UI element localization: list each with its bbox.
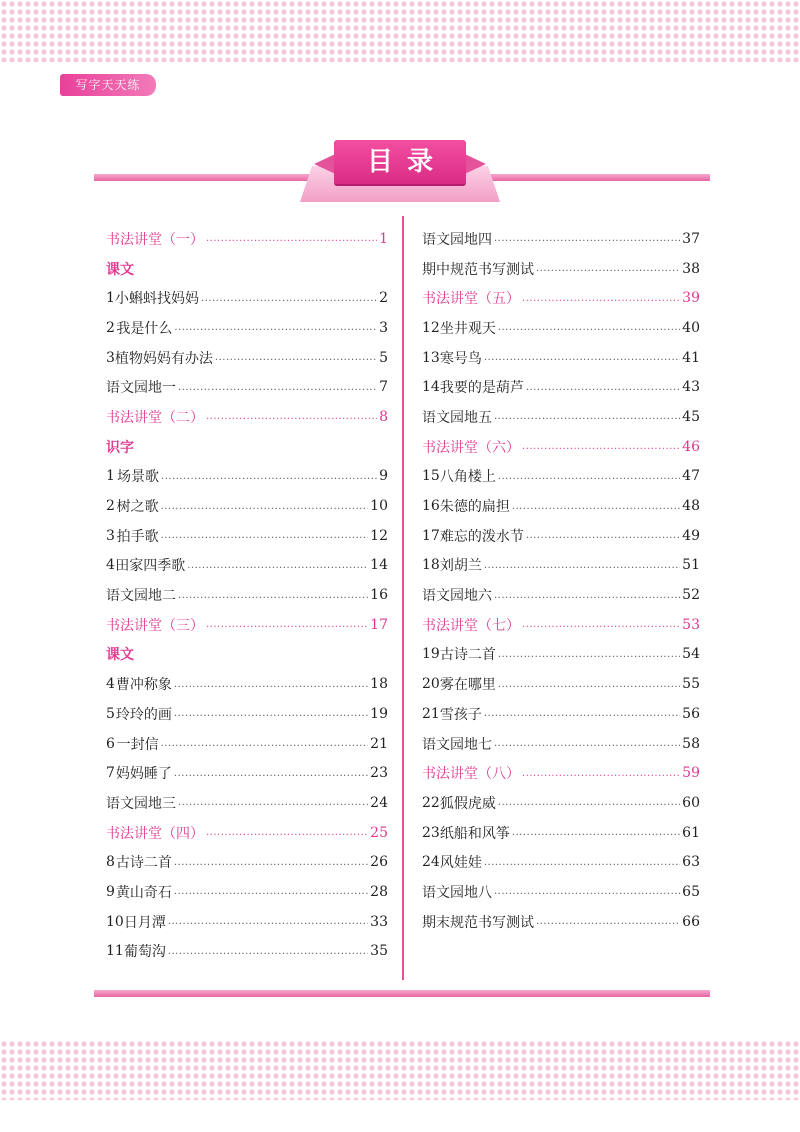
toc-entry-number: 20 (422, 676, 440, 693)
dot-leader (512, 501, 680, 512)
dot-leader (494, 233, 680, 244)
toc-entry[interactable] (422, 818, 700, 848)
toc-entry-title: 刘胡兰 (439, 558, 482, 575)
toc-entry-title: 风娃娃 (439, 855, 482, 872)
toc-page-number: 63 (682, 854, 700, 871)
dot-leader (168, 916, 368, 927)
toc-entry[interactable] (106, 343, 388, 373)
dot-leader (206, 827, 368, 838)
dot-leader (484, 708, 680, 719)
dot-leader (536, 916, 680, 927)
toc-page-number: 24 (370, 794, 388, 811)
toc-entry[interactable] (106, 283, 388, 313)
toc-entry-number: 12 (422, 319, 440, 336)
toc-section-heading (106, 640, 388, 670)
toc-entry-number: 17 (422, 527, 440, 544)
toc-entry-number: 2 (106, 319, 115, 336)
toc-page-number: 51 (682, 557, 700, 574)
toc-page-number: 49 (682, 527, 700, 544)
toc-entry[interactable] (422, 877, 700, 907)
toc-entry[interactable] (106, 788, 388, 818)
toc-page-number: 41 (682, 349, 700, 366)
toc-entry[interactable] (422, 224, 700, 254)
toc-entry-title: 黄山奇石 (115, 884, 172, 901)
dot-leader (168, 946, 368, 957)
toc-page-number: 40 (682, 319, 700, 336)
toc-entry-title: 雾在哪里 (439, 677, 496, 694)
dot-leader (174, 857, 368, 868)
toc-entry-title: 识字 (106, 439, 134, 456)
dotted-header-band (0, 0, 800, 62)
toc-entry[interactable] (106, 580, 388, 610)
toc-page-number: 7 (379, 379, 388, 396)
toc-page-number: 48 (682, 498, 700, 515)
dot-leader (161, 738, 369, 749)
toc-page-number: 9 (379, 468, 388, 485)
toc-entry-title: 场景歌 (117, 469, 160, 486)
toc-entry-title: 一封信 (116, 736, 159, 753)
dot-leader (174, 886, 368, 897)
dot-leader (187, 560, 368, 571)
toc-entry-number: 13 (422, 349, 440, 366)
dot-leader (526, 530, 680, 541)
toc-page-number: 12 (370, 527, 388, 544)
toc-entry[interactable] (422, 372, 700, 402)
toc-entry-number: 19 (422, 646, 440, 663)
toc-page-number: 38 (682, 260, 700, 277)
dot-leader (498, 649, 680, 660)
dot-leader (174, 708, 368, 719)
dotted-footer-band (0, 1040, 800, 1100)
dot-leader (522, 293, 680, 304)
dot-leader (512, 827, 680, 838)
toc-entry[interactable] (106, 758, 388, 788)
toc-entry-title: 书法讲堂（五） (422, 291, 520, 308)
toc-entry-number: 9 (106, 883, 115, 900)
toc-entry[interactable] (106, 372, 388, 402)
dot-leader (498, 797, 680, 808)
title-rule-left (94, 174, 318, 181)
toc-entry[interactable] (422, 462, 700, 492)
toc-page-number: 2 (379, 290, 388, 307)
toc-entry[interactable] (106, 818, 388, 848)
toc-entry-title: 语文园地三 (106, 795, 176, 812)
toc-entry-number: 2 (106, 498, 115, 515)
toc-page-number: 16 (370, 587, 388, 604)
toc-entry-number: 22 (422, 794, 440, 811)
toc-entry-title: 玲玲的画 (115, 706, 172, 723)
dot-leader (201, 293, 377, 304)
toc-entry-title: 书法讲堂（三） (106, 617, 204, 634)
toc-entry-title: 妈妈睡了 (115, 766, 172, 783)
toc-entry-number: 10 (106, 913, 124, 930)
dot-leader (161, 501, 369, 512)
toc-entry[interactable] (422, 313, 700, 343)
toc-entry-number: 14 (422, 379, 440, 396)
dot-leader (494, 590, 680, 601)
dot-leader (174, 322, 377, 333)
dot-leader (161, 530, 369, 541)
toc-entry-title: 课文 (106, 261, 134, 278)
dot-leader (494, 886, 680, 897)
toc-page-number: 66 (682, 913, 700, 930)
toc-entry-title: 葡萄沟 (123, 944, 166, 961)
toc-entry-title: 期中规范书写测试 (422, 261, 534, 278)
dot-leader (174, 679, 368, 690)
toc-entry-title: 拍手歌 (116, 528, 159, 545)
toc-right-column (422, 224, 700, 937)
toc-page-number: 39 (682, 290, 700, 307)
toc-entry-title: 书法讲堂（七） (422, 617, 520, 634)
toc-entry-title: 书法讲堂（二） (106, 409, 204, 426)
series-logo: 写字天天练 (60, 74, 156, 96)
toc-page-number: 19 (370, 705, 388, 722)
toc-entry[interactable] (106, 699, 388, 729)
toc-page-number: 52 (682, 587, 700, 604)
toc-page-number: 23 (370, 765, 388, 782)
toc-entry-number: 3 (106, 527, 115, 544)
dot-leader (161, 471, 377, 482)
toc-entry-title: 语文园地一 (106, 380, 176, 397)
toc-entry[interactable] (422, 491, 700, 521)
dot-leader (215, 352, 377, 363)
dot-leader (484, 352, 680, 363)
toc-page-number: 61 (682, 824, 700, 841)
toc-entry[interactable] (106, 462, 388, 492)
toc-left-column (106, 224, 388, 966)
toc-entry[interactable] (106, 877, 388, 907)
dot-leader (178, 382, 377, 393)
toc-entry-title: 书法讲堂（六） (422, 439, 520, 456)
toc-entry-title: 书法讲堂（一） (106, 231, 204, 248)
dot-leader (174, 768, 368, 779)
toc-entry-title: 寒号鸟 (439, 350, 482, 367)
toc-entry[interactable] (422, 729, 700, 759)
toc-entry-number: 1 (106, 290, 115, 307)
toc-page-number: 26 (370, 854, 388, 871)
dot-leader (498, 322, 680, 333)
toc-entry[interactable] (106, 729, 388, 759)
toc-entry-number: 1 (106, 468, 115, 485)
dot-leader (494, 738, 680, 749)
toc-entry-title: 我要的是葫芦 (439, 380, 524, 397)
toc-page-number: 55 (682, 676, 700, 693)
title-rule-right (482, 174, 710, 181)
toc-entry[interactable] (422, 402, 700, 432)
toc-entry-title: 田家四季歌 (115, 558, 186, 575)
toc-page-number: 47 (682, 468, 700, 485)
dot-leader (494, 411, 680, 422)
toc-entry[interactable] (422, 907, 700, 937)
toc-entry-title: 我是什么 (116, 320, 173, 337)
toc-page-number: 21 (370, 735, 388, 752)
toc-entry[interactable] (422, 758, 700, 788)
dot-leader (536, 263, 680, 274)
toc-entry-title: 语文园地八 (422, 884, 492, 901)
dot-leader (522, 768, 680, 779)
dot-leader (178, 590, 368, 601)
toc-section-heading (106, 432, 388, 462)
toc-entry[interactable] (422, 521, 700, 551)
page-title: 目录 (366, 147, 447, 177)
toc-page-number: 8 (379, 408, 388, 425)
toc-entry-title: 难忘的泼水节 (439, 528, 524, 545)
toc-page-number: 56 (682, 705, 700, 722)
toc-entry[interactable] (106, 610, 388, 640)
toc-page-number: 5 (379, 349, 388, 366)
toc-entry-number: 6 (106, 735, 115, 752)
toc-entry[interactable] (422, 580, 700, 610)
dot-leader (484, 857, 680, 868)
toc-entry-number: 4 (106, 557, 115, 574)
toc-entry-title: 书法讲堂（四） (106, 825, 204, 842)
dot-leader (498, 471, 680, 482)
toc-entry-title: 树之歌 (116, 499, 159, 516)
dot-leader (206, 411, 377, 422)
toc-entry-number: 7 (106, 765, 115, 782)
bottom-rule (94, 990, 710, 997)
toc-page-number: 35 (370, 943, 388, 960)
toc-entry-title: 语文园地七 (422, 736, 492, 753)
toc-entry-number: 4 (106, 676, 115, 693)
toc-entry-title: 古诗二首 (115, 855, 172, 872)
toc-entry-title: 古诗二首 (439, 647, 496, 664)
toc-entry-title: 课文 (106, 647, 134, 664)
toc-page-number: 59 (682, 765, 700, 782)
toc-entry[interactable] (422, 343, 700, 373)
dot-leader (526, 382, 680, 393)
toc-page-number: 60 (682, 794, 700, 811)
toc-page-number: 53 (682, 616, 700, 633)
toc-page-number: 10 (370, 498, 388, 515)
toc-entry-number: 23 (422, 824, 440, 841)
dot-leader (522, 619, 680, 630)
toc-entry[interactable] (106, 907, 388, 937)
toc-section-heading (106, 254, 388, 284)
toc-page-number: 3 (379, 319, 388, 336)
toc-entry-title: 朱德的扁担 (439, 499, 510, 516)
toc-page-number: 58 (682, 735, 700, 752)
toc-entry-number: 16 (422, 498, 440, 515)
toc-entry[interactable] (106, 224, 388, 254)
toc-entry-number: 24 (422, 854, 440, 871)
toc-entry[interactable] (106, 313, 388, 343)
toc-entry-title: 曹冲称象 (115, 677, 172, 694)
dot-leader (498, 679, 680, 690)
dot-leader (484, 560, 680, 571)
toc-page-number: 46 (682, 438, 700, 455)
toc-entry-number: 3 (106, 349, 115, 366)
dot-leader (522, 441, 680, 452)
dot-leader (206, 233, 377, 244)
toc-entry-title: 语文园地五 (422, 409, 492, 426)
toc-entry-title: 植物妈妈有办法 (114, 350, 213, 367)
toc-entry-title: 语文园地二 (106, 588, 176, 605)
dot-leader (178, 797, 368, 808)
toc-entry[interactable] (106, 551, 388, 581)
dot-leader (206, 619, 368, 630)
toc-entry-title: 语文园地六 (422, 588, 492, 605)
toc-page-number: 43 (682, 379, 700, 396)
toc-entry-title: 坐井观天 (439, 320, 496, 337)
toc-entry-title: 小蝌蚪找妈妈 (114, 291, 199, 308)
toc-page-number: 14 (370, 557, 388, 574)
toc-entry[interactable] (106, 669, 388, 699)
toc-entry[interactable] (106, 521, 388, 551)
toc-entry-title: 纸船和风筝 (439, 825, 510, 842)
toc-entry-number: 18 (422, 557, 440, 574)
toc-entry-title: 书法讲堂（八） (422, 766, 520, 783)
toc-entry-title: 语文园地四 (422, 231, 492, 248)
toc-entry-title: 日月潭 (123, 914, 166, 931)
toc-entry[interactable] (422, 640, 700, 670)
toc-entry[interactable] (106, 491, 388, 521)
toc-entry-title: 狐假虎威 (439, 795, 496, 812)
toc-page-number: 28 (370, 883, 388, 900)
toc-entry[interactable] (422, 788, 700, 818)
toc-entry-number: 5 (106, 705, 115, 722)
toc-page-number: 25 (370, 824, 388, 841)
toc-entry[interactable] (422, 669, 700, 699)
toc-entry[interactable] (422, 847, 700, 877)
toc-entry[interactable] (422, 432, 700, 462)
toc-entry[interactable] (106, 402, 388, 432)
toc-page-number: 1 (379, 230, 388, 247)
toc-entry-number: 21 (422, 705, 440, 722)
toc-entry-number: 15 (422, 468, 440, 485)
toc-entry[interactable] (422, 610, 700, 640)
toc-entry-number: 8 (106, 854, 115, 871)
toc-entry-title: 八角楼上 (439, 469, 496, 486)
column-divider (402, 216, 404, 980)
toc-page-number: 33 (370, 913, 388, 930)
toc-entry-number: 11 (106, 943, 124, 960)
toc-page-number: 18 (370, 676, 388, 693)
toc-page-number: 17 (370, 616, 388, 633)
toc-entry[interactable] (106, 937, 388, 967)
toc-entry[interactable] (422, 699, 700, 729)
toc-page-number: 54 (682, 646, 700, 663)
toc-entry[interactable] (422, 283, 700, 313)
toc-page-number: 45 (682, 408, 700, 425)
toc-entry[interactable] (422, 551, 700, 581)
toc-entry[interactable] (106, 847, 388, 877)
toc-entry-title: 期末规范书写测试 (422, 914, 534, 931)
toc-page-number: 37 (682, 230, 700, 247)
toc-page-number: 65 (682, 883, 700, 900)
toc-entry[interactable] (422, 254, 700, 284)
toc-entry-title: 雪孩子 (439, 706, 482, 723)
